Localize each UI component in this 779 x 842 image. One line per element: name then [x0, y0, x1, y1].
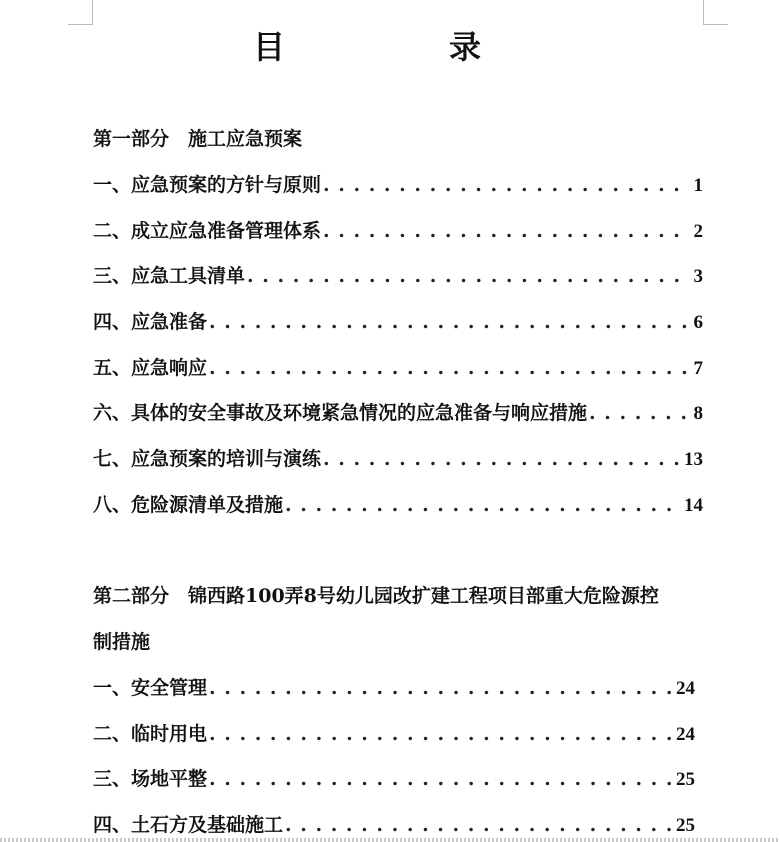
part2-heading-continued: 制措施: [93, 631, 151, 653]
dot-leader: [209, 766, 672, 792]
toc-entry[interactable]: [93, 446, 703, 472]
toc-entry[interactable]: [93, 218, 703, 244]
toc-entry[interactable]: [93, 263, 703, 289]
dot-leader: [589, 400, 689, 426]
toc-entry-text: 八、危险源清单及措施: [93, 494, 284, 516]
toc-entry-page: 24: [676, 724, 695, 745]
dot-leader: [209, 355, 689, 381]
dot-leader: [285, 812, 672, 838]
toc-entry-text: 二、成立应急准备管理体系: [93, 220, 322, 242]
dot-leader: [323, 446, 680, 472]
toc-entry-text: 一、应急预案的方针与原则: [93, 174, 322, 196]
part2-label: 第二部分: [93, 585, 170, 607]
toc-entry[interactable]: [93, 492, 703, 518]
toc-entry-text: 六、具体的安全事故及环境紧急情况的应急准备与响应措施: [93, 402, 588, 424]
toc-entry-text: 三、场地平整: [93, 768, 208, 790]
toc-entry[interactable]: [93, 355, 703, 381]
toc-entry[interactable]: [93, 400, 703, 426]
toc-entry-text: 四、应急准备: [93, 311, 208, 333]
toc-entry-page: 24: [676, 678, 695, 699]
toc-entry-text: 四、土石方及基础施工: [93, 814, 284, 836]
toc-entry-text: 二、临时用电: [93, 723, 208, 745]
dot-leader: [247, 263, 689, 289]
toc-entry-page: 14: [684, 495, 703, 516]
toc-entry[interactable]: [93, 309, 703, 335]
dot-leader: [285, 492, 680, 518]
toc-entry-page: 7: [693, 358, 703, 379]
toc-entry-text: 三、应急工具清单: [93, 265, 246, 287]
toc-entry-page: 25: [676, 815, 695, 836]
toc-entry-page: 3: [693, 266, 703, 287]
toc-entry-text: 五、应急响应: [93, 357, 208, 379]
page-bottom-edge: [0, 838, 779, 842]
toc-entry-text: 七、应急预案的培训与演练: [93, 448, 322, 470]
dot-leader: [323, 218, 689, 244]
toc-entry-page: 25: [676, 769, 695, 790]
dot-leader: [209, 675, 672, 701]
dot-leader: [209, 309, 689, 335]
toc-entry-page: 2: [693, 221, 703, 242]
page-title: 目 录: [252, 28, 547, 66]
toc-entry-text: 一、安全管理: [93, 677, 208, 699]
toc-entry-page: 1: [693, 175, 703, 196]
toc-entry[interactable]: [93, 766, 695, 792]
part2-title: 锦西路100弄8号幼儿园改扩建工程项目部重大危险源控: [188, 585, 659, 607]
toc-entry-page: 8: [693, 403, 703, 424]
toc-entry-page: 13: [684, 449, 703, 470]
part1-label: 第一部分: [93, 128, 170, 150]
part2-heading: [93, 583, 659, 609]
part1-heading: [93, 126, 302, 152]
toc-entry[interactable]: [93, 675, 695, 701]
toc-entry-page: 6: [693, 312, 703, 333]
dot-leader: [323, 172, 689, 198]
part1-title: 施工应急预案: [188, 128, 303, 150]
toc-entry[interactable]: [93, 172, 703, 198]
toc-entry[interactable]: [93, 812, 695, 838]
dot-leader: [209, 721, 672, 747]
toc-entry[interactable]: [93, 721, 695, 747]
